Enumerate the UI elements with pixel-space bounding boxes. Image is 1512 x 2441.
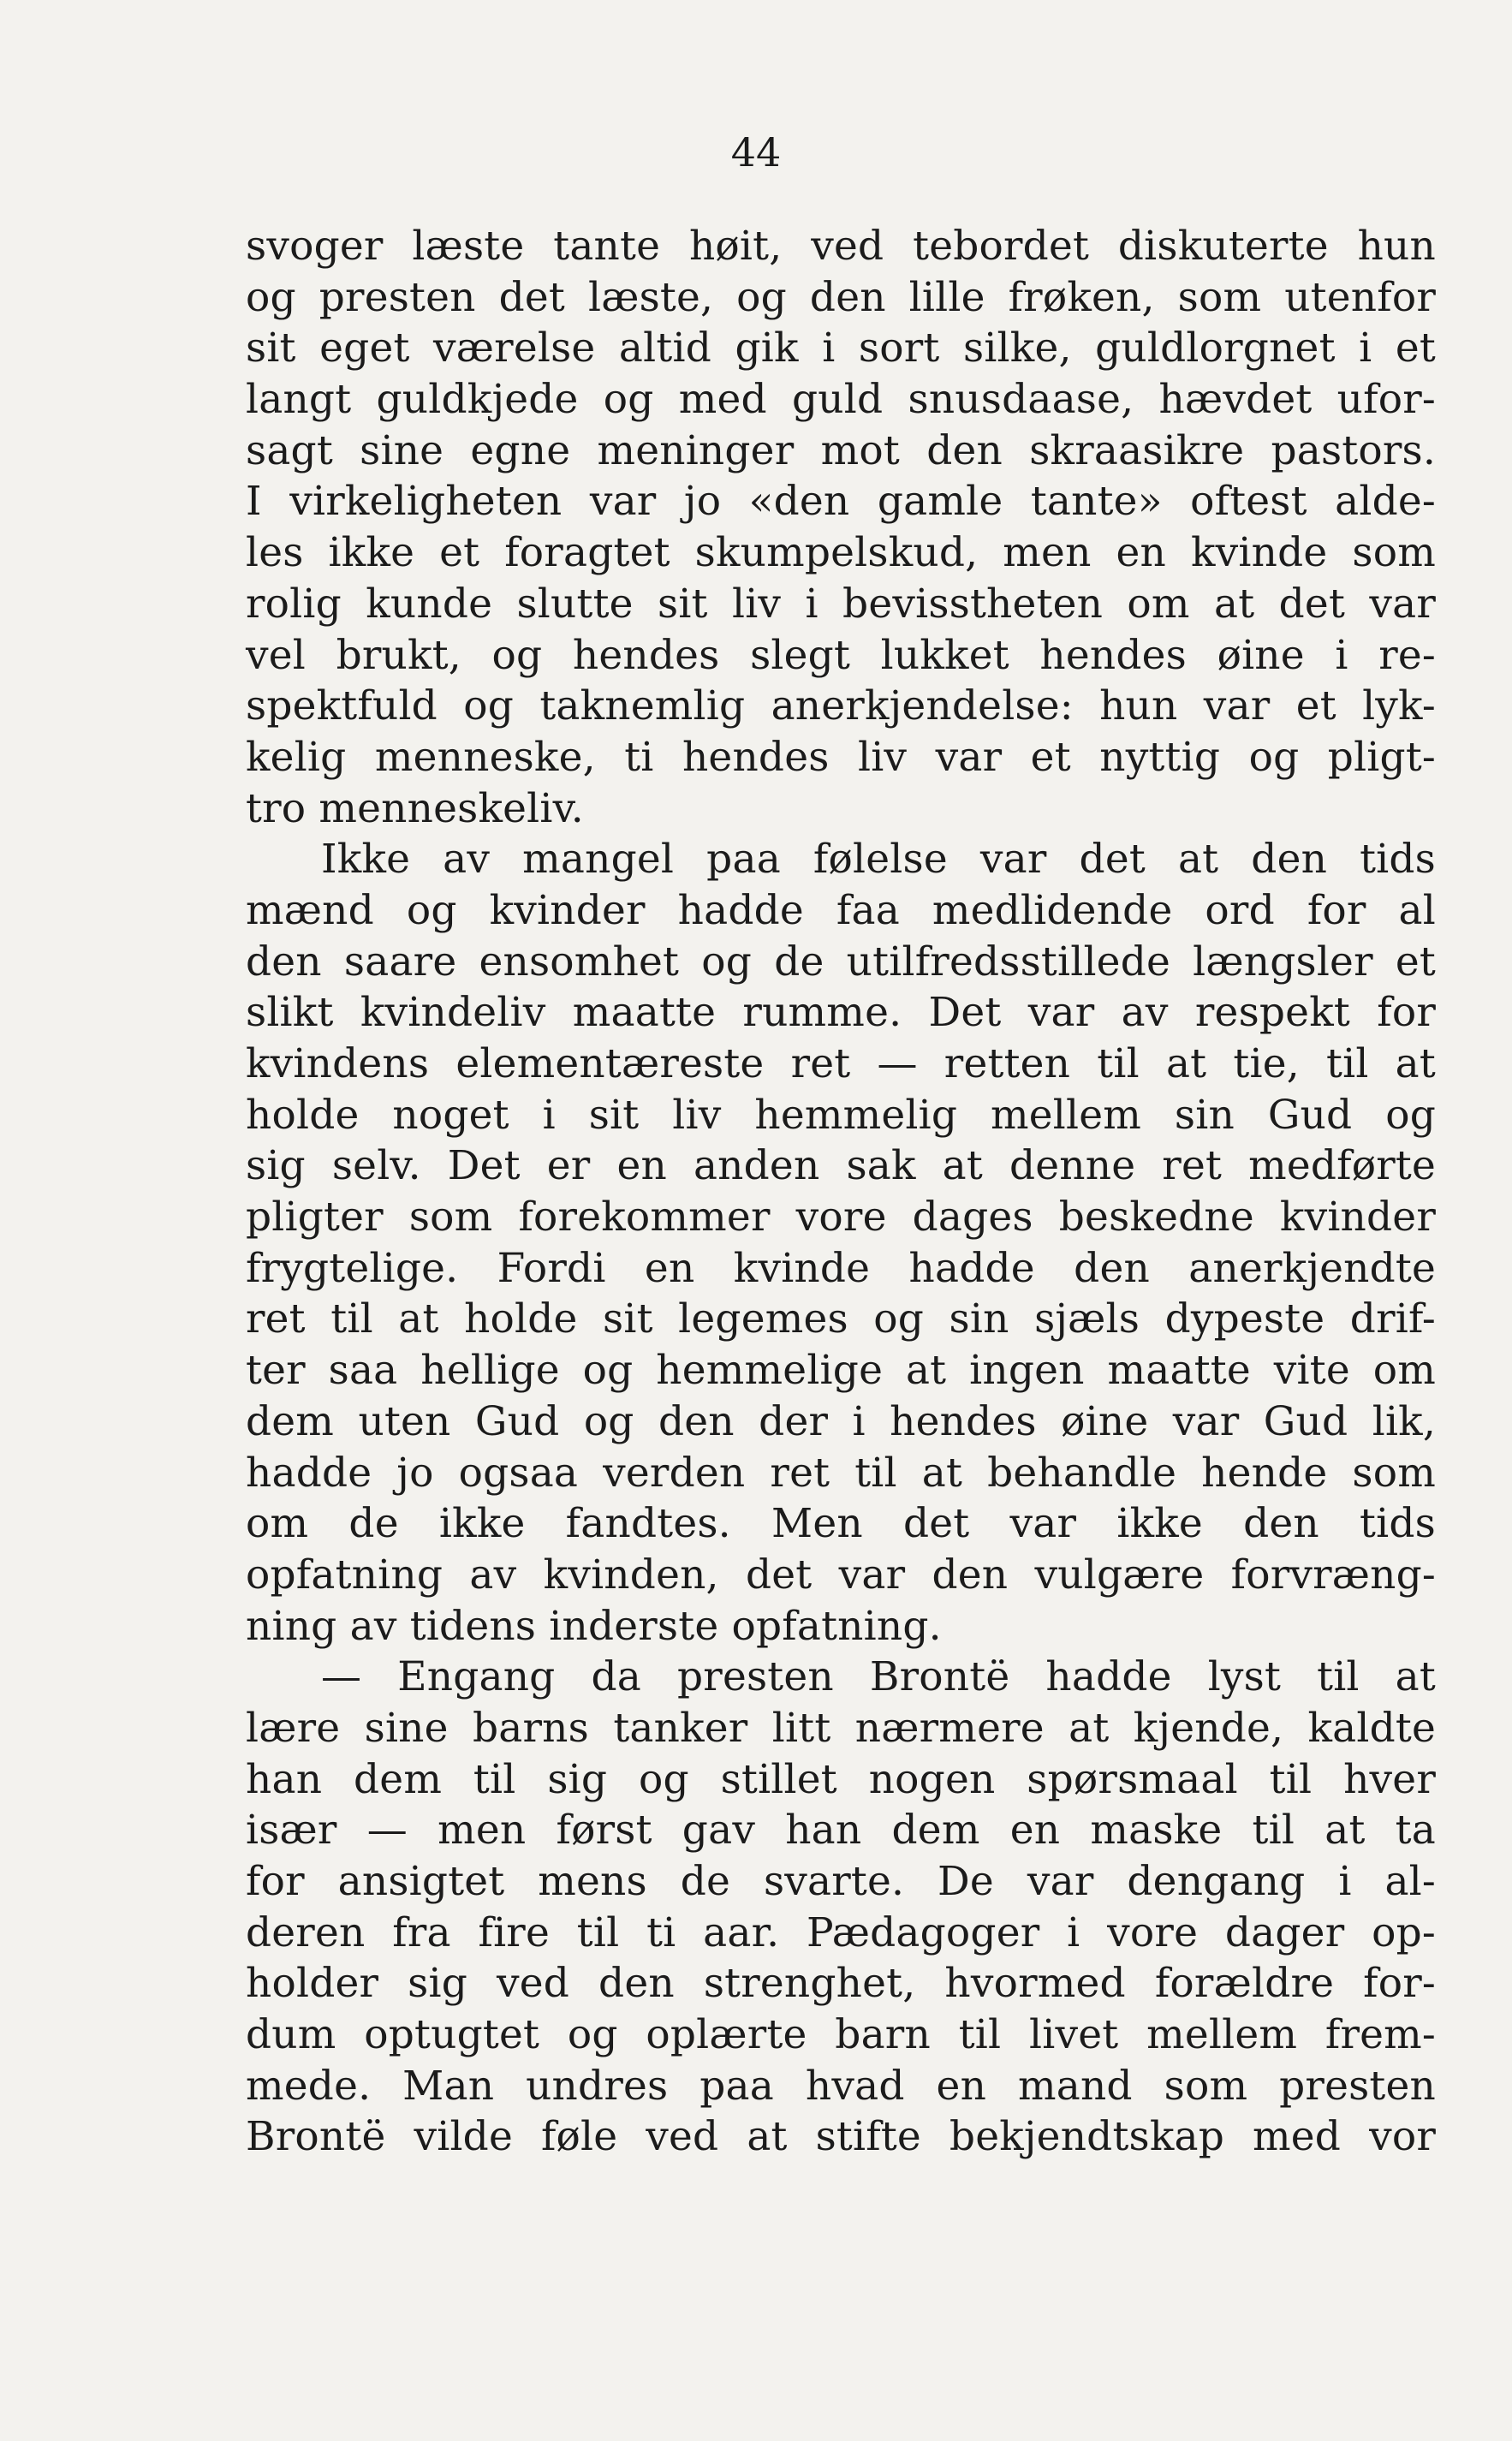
text-line: den saare ensomhet og de utilfredsstillede længsler et [246,938,1436,985]
text-line: Ikke av mangel paa følelse var det at den tids [321,836,1436,884]
text-line: tro menneskeliv. [246,784,584,832]
text-line: dem uten Gud og den der i hendes øine var Gud lik, [246,1397,1436,1445]
text-line: spektfuld og taknemlig anerkjendelse: hun var et lyk- [246,682,1436,730]
text-line: slikt kvindeliv maatte rumme. Det var av respekt for [246,989,1436,1037]
text-line: holder sig ved den strenghet, hvormed forældre for- [246,1960,1436,2008]
text-line: kvindens elementæreste ret — retten til at tie, til at [246,1040,1436,1087]
text-line: les ikke et foragtet skumpelskud, men en kvinde som [246,529,1436,577]
text-line: rolig kunde slutte sit liv i bevisstheten om at det var [246,580,1436,628]
text-line: mede. Man undres paa hvad en mand som presten [246,2062,1436,2110]
text-line: dum optugtet og oplærte barn til livet mellem frem- [246,2011,1436,2059]
text-line: deren fra fire til ti aar. Pædagoger i vore dager op- [246,1908,1436,1956]
text-line: sit eget værelse altid gik i sort silke, guldlorgnet i et [246,324,1436,372]
text-line: ning av tidens inderste opfatning. [246,1602,942,1650]
text-line: og presten det læste, og den lille frøken, som utenfor [246,273,1436,321]
text-line: — Engang da presten Brontë hadde lyst til at [321,1653,1436,1701]
text-line: pligter som forekommer vore dages beskedne kvinder [246,1194,1436,1241]
body-text [246,221,1436,2163]
text-line: lære sine barns tanker litt nærmere at kjende, kaldte [246,1704,1436,1752]
text-line: I virkeligheten var jo «den gamle tante» oftest alde- [246,478,1436,526]
text-line: kelig menneske, ti hendes liv var et nyttig og pligt- [246,733,1436,781]
text-line: han dem til sig og stillet nogen spørsmaal til hver [246,1755,1436,1803]
text-line: langt guldkjede og med guld snusdaase, hævdet ufor- [246,376,1436,424]
text-line: holde noget i sit liv hemmelig mellem sin Gud og [246,1091,1436,1139]
text-line: om de ikke fandtes. Men det var ikke den tids [246,1500,1436,1548]
text-line: sagt sine egne meninger mot den skraasikre pastors. [246,426,1436,474]
text-line: svoger læste tante høit, ved tebordet diskuterte hun [246,223,1436,270]
text-line: vel brukt, og hendes slegt lukket hendes øine i re- [246,631,1436,679]
text-line: ter saa hellige og hemmelige at ingen maatte vite om [246,1347,1436,1395]
text-line: frygtelige. Fordi en kvinde hadde den anerkjendte [246,1244,1436,1292]
text-line: Brontë vilde føle ved at stifte bekjendtskap med vor [246,2113,1436,2161]
text-line: opfatning av kvinden, det var den vulgære forvræng- [246,1551,1436,1599]
text-line: for ansigtet mens de svarte. De var dengang i al- [246,1858,1436,1905]
text-line: hadde jo ogsaa verden ret til at behandle hende som [246,1449,1436,1497]
text-line: ret til at holde sit legemes og sin sjæls dypeste drif- [246,1295,1436,1343]
page-number: 44 [730,129,782,176]
text-line: især — men først gav han dem en maske til at ta [246,1807,1436,1855]
text-line: sig selv. Det er en anden sak at denne ret medførte [246,1142,1436,1190]
text-line: mænd og kvinder hadde faa medlidende ord for al [246,886,1436,934]
